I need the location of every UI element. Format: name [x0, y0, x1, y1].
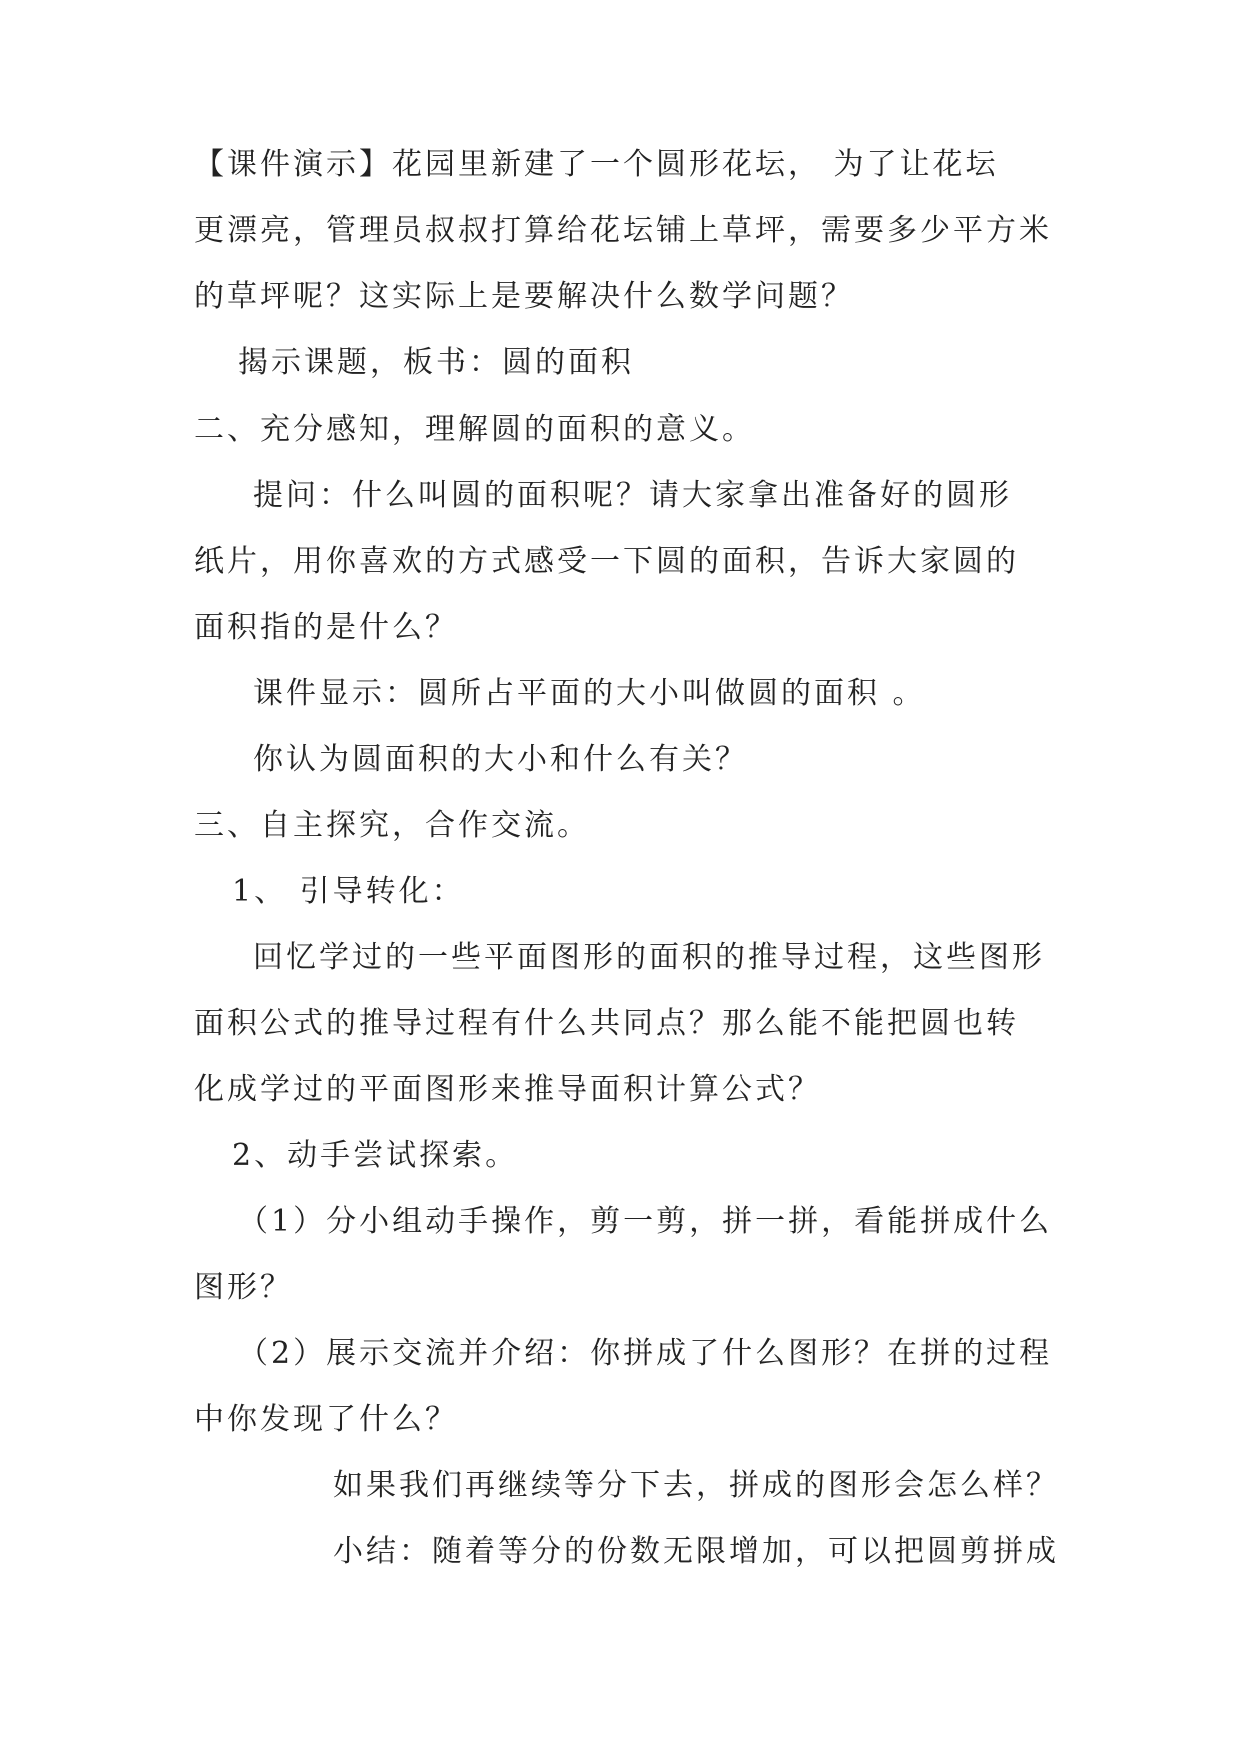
paragraph-line: 面积指的是什么？	[194, 610, 458, 645]
paragraph-line: 你认为圆面积的大小和什么有关？	[253, 742, 748, 777]
section-heading: 二、充分感知，理解圆的面积的意义。	[194, 412, 755, 447]
list-item-heading: 1、 引导转化：	[232, 874, 465, 909]
paragraph-line: （1）分小组动手操作，剪一剪，拼一拼，看能拼成什么	[238, 1204, 1053, 1239]
paragraph-line: 如果我们再继续等分下去，拼成的图形会怎么样？	[333, 1468, 1059, 1503]
paragraph-line: 课件显示：圆所占平面的大小叫做圆的面积 。	[253, 676, 926, 711]
paragraph-line: 更漂亮，管理员叔叔打算给花坛铺上草坪，需要多少平方米	[194, 213, 1052, 248]
paragraph-line: 的草坪呢？这实际上是要解决什么数学问题？	[194, 279, 854, 314]
list-item-heading: 2、动手尝试探索。	[232, 1138, 519, 1173]
paragraph-line: 提问：什么叫圆的面积呢？请大家拿出准备好的圆形	[253, 478, 1012, 513]
section-subtitle: 揭示课题，板书：圆的面积	[238, 345, 634, 380]
section-heading: 三、自主探究，合作交流。	[194, 808, 590, 843]
paragraph-line: 【课件演示】花园里新建了一个圆形花坛， 为了让花坛	[194, 147, 999, 182]
paragraph-line: 中你发现了什么？	[194, 1402, 458, 1437]
paragraph-line: 小结：随着等分的份数无限增加，可以把圆剪拼成	[333, 1534, 1059, 1569]
paragraph-line: 回忆学过的一些平面图形的面积的推导过程，这些图形	[253, 940, 1045, 975]
paragraph-line: 面积公式的推导过程有什么共同点？那么能不能把圆也转	[194, 1006, 1019, 1041]
paragraph-line: 图形？	[194, 1270, 293, 1305]
paragraph-line: （2）展示交流并介绍：你拼成了什么图形？在拼的过程	[238, 1336, 1053, 1371]
paragraph-line: 化成学过的平面图形来推导面积计算公式？	[194, 1072, 821, 1107]
paragraph-line: 纸片，用你喜欢的方式感受一下圆的面积，告诉大家圆的	[194, 544, 1019, 579]
